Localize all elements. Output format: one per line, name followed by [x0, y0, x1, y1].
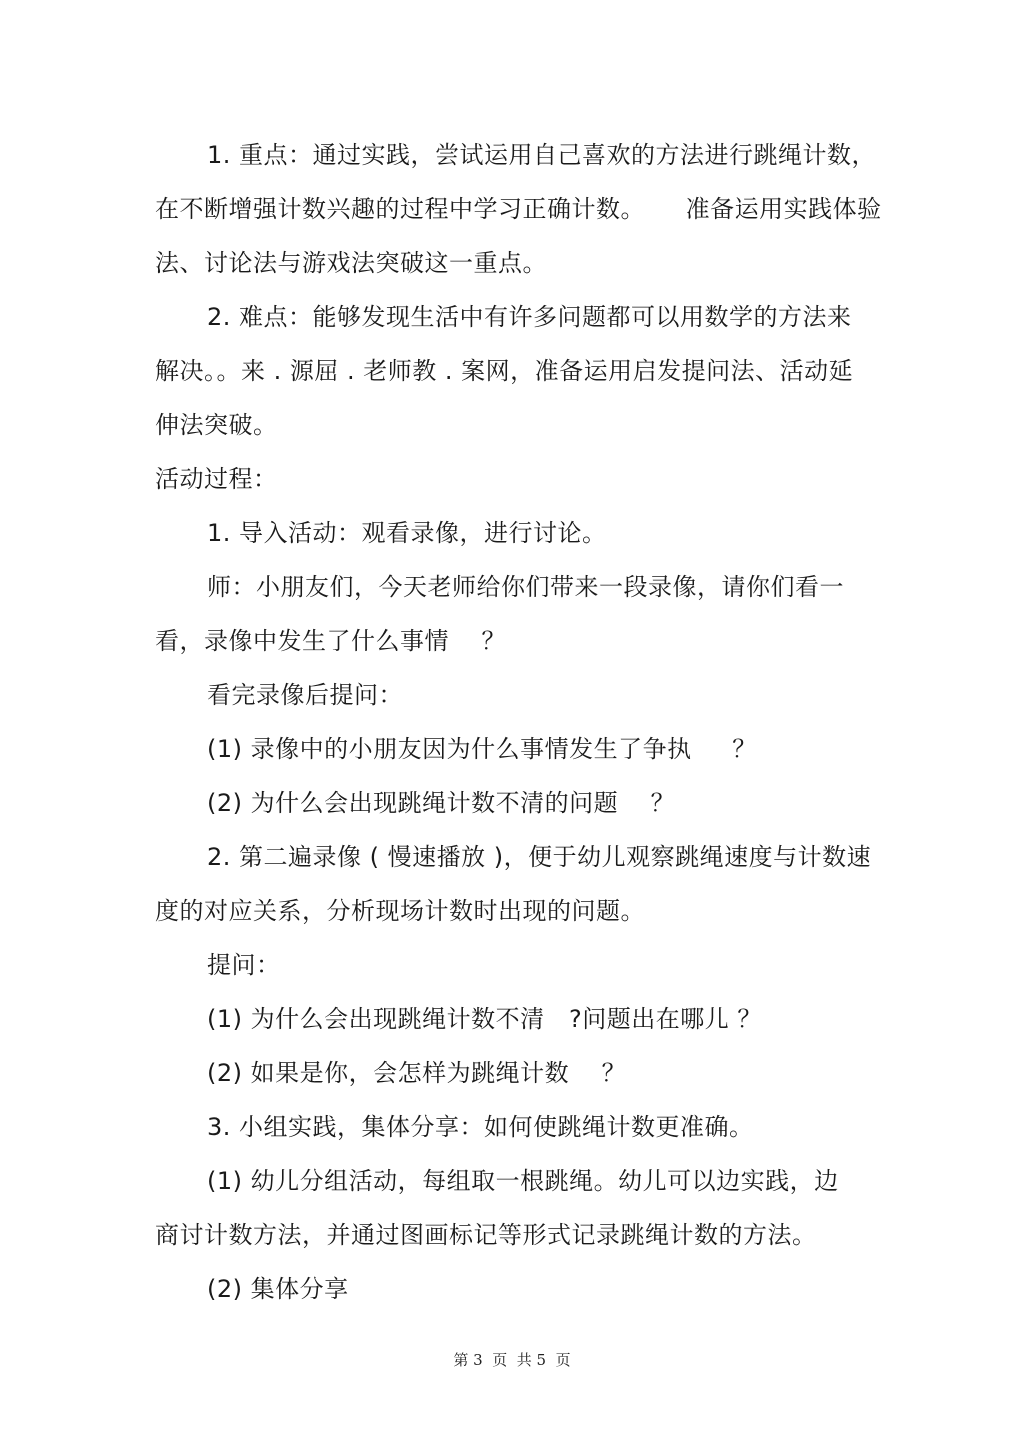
- page-number-footer: 第 3 页 共 5 页: [453, 1351, 571, 1369]
- text-line: (2) 为什么会出现跳绳计数不清的问题 ？: [207, 789, 676, 817]
- text-line: 3. 小组实践，集体分享：如何使跳绳计数更准确。: [207, 1113, 754, 1141]
- text-line: 1. 重点：通过实践，尝试运用自己喜欢的方法进行跳绳计数，: [207, 141, 877, 169]
- text-line: 商讨计数方法，并通过图画标记等形式记录跳绳计数的方法。: [155, 1221, 817, 1249]
- text-line: 度的对应关系，分析现场计数时出现的问题。: [155, 897, 645, 925]
- text-line: 提问：: [207, 951, 281, 979]
- text-line: (1) 录像中的小朋友因为什么事情发生了争执 ？: [207, 735, 757, 763]
- text-line: 在不断增强计数兴趣的过程中学习正确计数。 准备运用实践体验: [155, 195, 882, 223]
- text-line: (1) 幼儿分组活动，每组取一根跳绳。幼儿可以边实践，边: [207, 1167, 839, 1195]
- text-line: 解决。。来 . 源屈 . 老师教 . 案网，准备运用启发提问法、活动延: [155, 357, 854, 385]
- text-line: 师：小朋友们，今天老师给你们带来一段录像，请你们看一: [207, 573, 844, 601]
- section-heading: 活动过程：: [155, 465, 278, 493]
- text-line: 1. 导入活动：观看录像，进行讨论。: [207, 519, 607, 547]
- text-line: 2. 第二遍录像 ( 慢速播放 )，便于幼儿观察跳绳速度与计数速: [207, 843, 872, 871]
- text-line: 法、讨论法与游戏法突破这一重点。: [155, 249, 547, 277]
- text-line: 2. 难点：能够发现生活中有许多问题都可以用数学的方法来: [207, 303, 852, 331]
- text-line: 伸法突破。: [155, 411, 278, 439]
- text-line: 看完录像后提问：: [207, 681, 403, 709]
- text-line: (2) 集体分享: [207, 1275, 349, 1303]
- text-line: 看，录像中发生了什么事情 ？: [155, 627, 507, 655]
- text-line: (1) 为什么会出现跳绳计数不清 ?问题出在哪儿 ？: [207, 1005, 762, 1033]
- text-line: (2) 如果是你，会怎样为跳绳计数 ？: [207, 1059, 627, 1087]
